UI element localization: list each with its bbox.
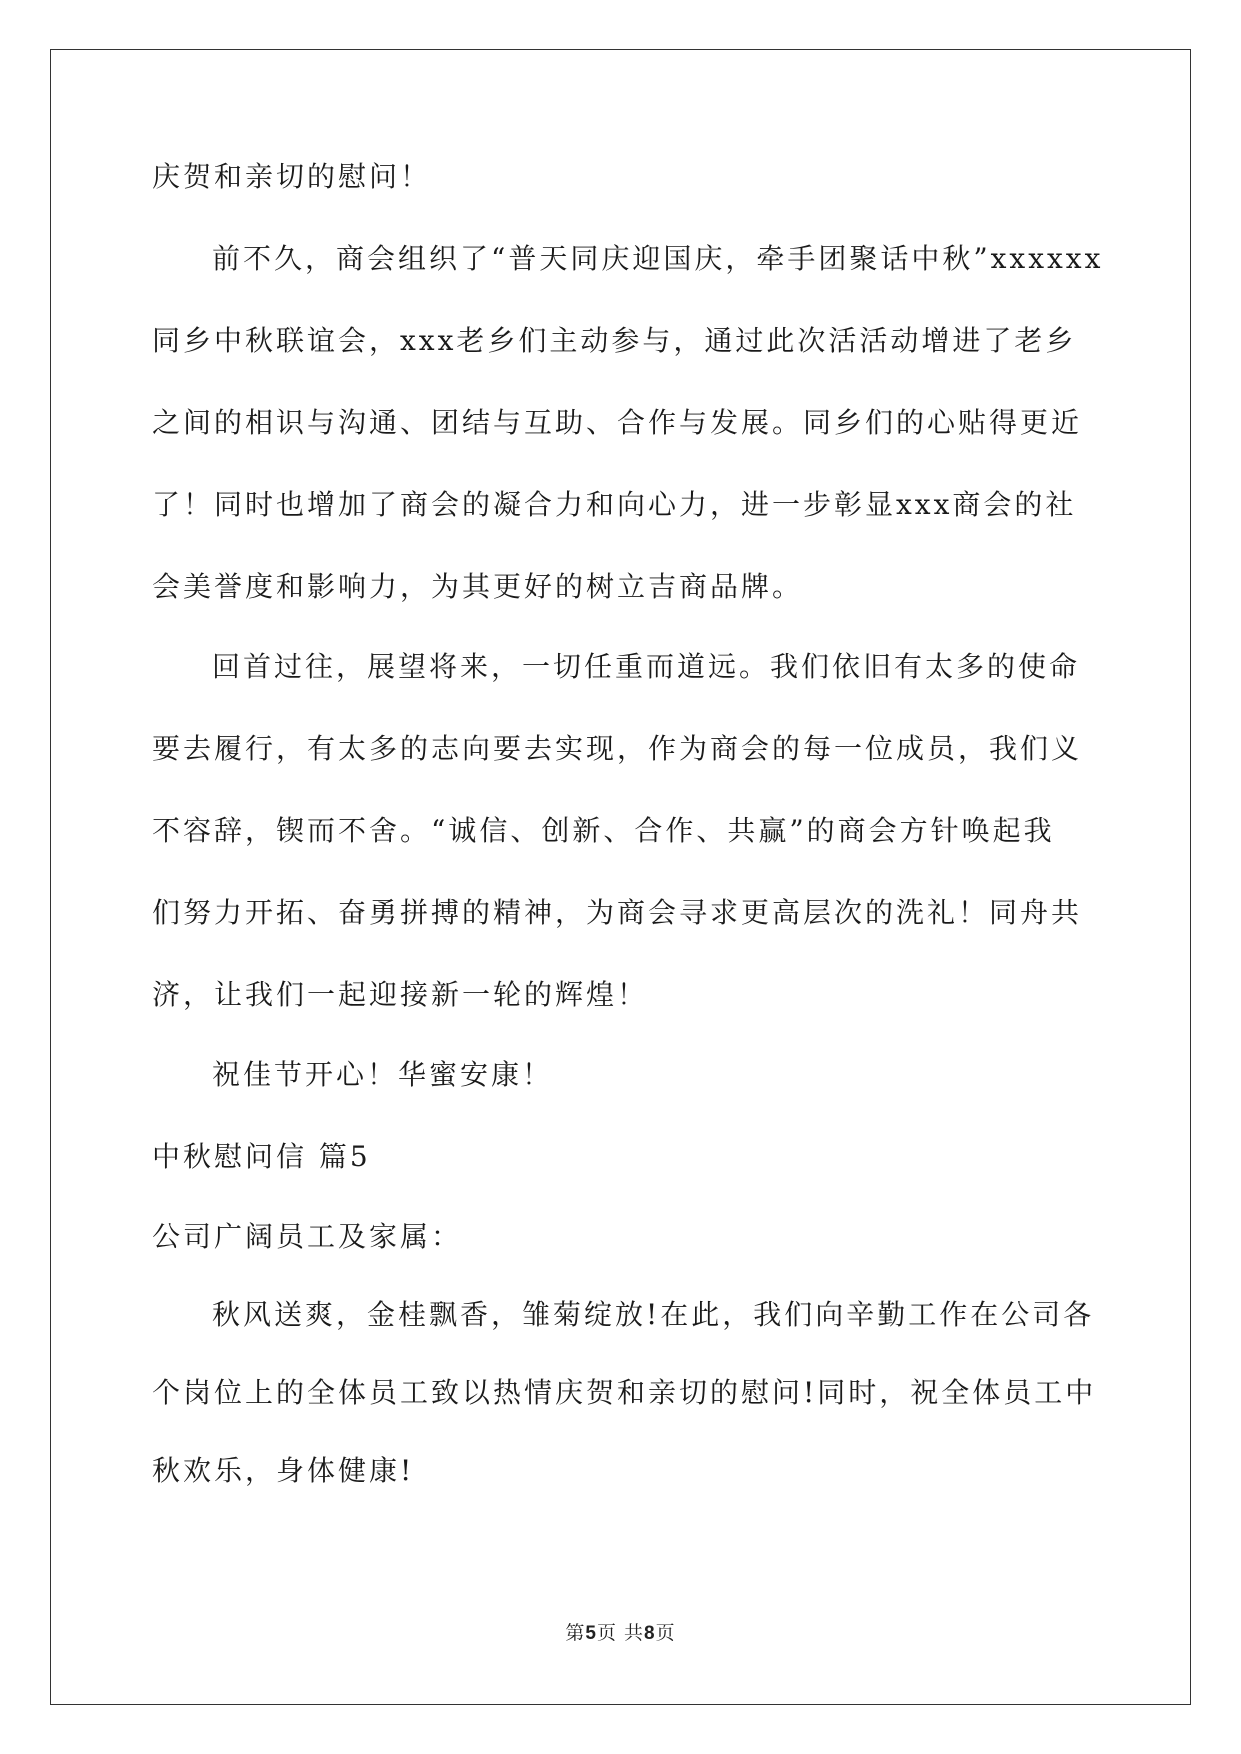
footer-prefix: 第 [565,1622,586,1644]
current-page-number: 5 [585,1623,597,1644]
paragraph-line: 会美誉度和影响力，为其更好的树立吉商品牌。 [152,570,804,603]
paragraph-line: 济，让我们一起迎接新一轮的辉煌！ [152,978,649,1011]
salutation: 公司广阔员工及家属： [152,1220,463,1253]
paragraph-line: 之间的相识与沟通、团结与互助、合作与发展。同乡们的心贴得更近 [152,406,1083,439]
paragraph-line: 庆贺和亲切的慰问！ [152,160,432,193]
paragraph-line: 秋欢乐，身体健康! [152,1454,415,1487]
footer-mid: 页 共 [596,1622,645,1644]
paragraph-line: 不容辞，锲而不舍。“诚信、创新、合作、共赢”的商会方针唤起我 [152,814,1055,847]
paragraph-line: 回首过往，展望将来，一切任重而道远。我们依旧有太多的使命 [212,650,1081,683]
paragraph-line: 要去履行，有太多的志向要去实现，作为商会的每一位成员，我们义 [152,732,1083,765]
paragraph-line: 个岗位上的全体员工致以热情庆贺和亲切的慰问!同时，祝全体员工中 [152,1376,1097,1409]
paragraph-line: 们努力开拓、奋勇拼搏的精神，为商会寻求更高层次的洗礼！同舟共 [152,896,1083,929]
paragraph-line: 祝佳节开心！华蜜安康！ [212,1058,554,1091]
paragraph-line: 前不久，商会组织了“普天同庆迎国庆，牵手团聚话中秋”xxxxxx [212,242,1104,275]
paragraph-line: 秋风送爽，金桂飘香，雏菊绽放!在此，我们向辛勤工作在公司各 [212,1298,1095,1331]
paragraph-line: 了！同时也增加了商会的凝合力和向心力，进一步彰显xxx商会的社 [152,488,1077,521]
page-footer [0,1618,1241,1645]
footer-suffix: 页 [655,1622,676,1644]
paragraph-line: 同乡中秋联谊会，xxx老乡们主动参与，通过此次活活动增进了老乡 [152,324,1077,357]
section-heading: 中秋慰问信 篇5 [152,1140,371,1173]
total-pages-number: 8 [644,1623,656,1644]
